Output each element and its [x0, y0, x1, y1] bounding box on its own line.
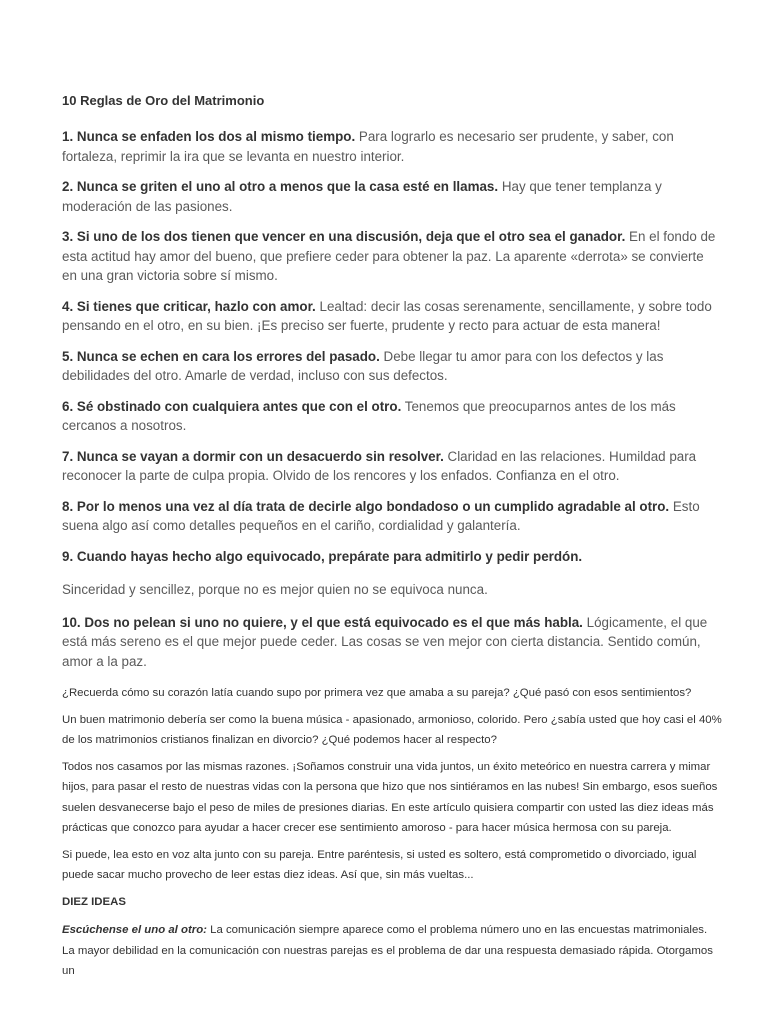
rule-1 [62, 127, 722, 166]
rule-6-text: Tenemos que preocuparnos antes de los más cercanos a nosotros. [62, 398, 676, 433]
rule-6 [62, 397, 722, 436]
rule-2-heading: 2. Nunca se griten el uno al otro a menos que la casa esté en llamas. [62, 179, 499, 194]
article-paragraph-4: Si puede, lea esto en voz alta junto con su pareja. Entre paréntesis, si usted es soltero, está comprometido o divorciado, igual puede sacar mucho provecho de leer estas diez ideas. Así que, sin más vueltas... [62, 848, 697, 881]
paragraph-5-text: La comunicación siempre aparece como el problema número uno en las encuestas matrimoniales. La mayor debilidad en la comunicación con nuestras parejas es el problema de dar una respuesta demasiado rápida. Otorgamos un [62, 924, 713, 977]
rule-5 [62, 347, 722, 386]
rule-1-number: 1 [62, 129, 70, 144]
rule-2-text: Hay que tener templanza y moderación de las pasiones. [62, 179, 662, 214]
rule-7-heading: 7. Nunca se vayan a dormir con un desacuerdo sin resolver. [62, 448, 444, 464]
rule-4 [62, 297, 722, 336]
article-paragraph-2: Un buen matrimonio debería ser como la buena música - apasionado, armonioso, colorido. Pero ¿sabía usted que hoy casi el 40% de los matrimonios cristianos finalizan en divorcio? ¿Qué podemos hacer al respecto? [62, 713, 722, 746]
rule-1-text: Para lograrlo es necesario ser prudente, y saber, con fortaleza, reprimir la ira que se levanta en nuestro interior. [62, 129, 674, 164]
rule-1-heading: . Nunca se enfaden los dos al mismo tiempo. [69, 129, 356, 144]
rule-7 [62, 447, 722, 486]
rule-7-text: Claridad en las relaciones. Humildad para reconocer la parte de culpa propia. Olvido de los rencores y los enfados. Confianza en el otro. [62, 448, 697, 483]
section-heading: DIEZ IDEAS [62, 895, 126, 908]
document-content [62, 92, 722, 988]
rule-5-text: Debe llegar tu amor para con los defectos y las debilidades del otro. Amarle de verdad, incluso con sus defectos. [62, 348, 664, 383]
rule-5-heading: 5. Nunca se echen en cara los errores del pasado. [62, 348, 380, 364]
rule-10-text: Lógicamente, el que está más sereno es el que mejor puede ceder. Las cosas se ven mejor con cierta distancia. Sentido común, amor a la paz. [62, 614, 708, 669]
rule-4-text: Lealtad: decir las cosas serenamente, sencillamente, y sobre todo pensando en el otro, en su bien. ¡Es preciso ser fuerte, prudente y recto para actuar de esta manera! [62, 298, 712, 333]
page-title: 10 Reglas de Oro del Matrimonio [62, 93, 265, 108]
article-paragraph-3: Todos nos casamos por las mismas razones. ¡Soñamos construir una vida juntos, un éxito meteórico en nuestra carrera y mimar hijos, para pasar el resto de nuestras vidas con la persona que hizo que nos sintiéramos en las nubes! Sin embargo, esos sueños suelen desvanecerse bajo el peso de miles de presiones diarias. En este artículo quisiera compartir con usted las diez ideas más prácticas que conozco para ayudar a hacer crecer ese sentimiento amoroso - para hacer música hermosa con su pareja. [62, 760, 718, 834]
rule-3-text: En el fondo de esta actitud hay amor del bueno, que prefiere ceder para obtener la paz. La aparente «derrota» se convierte en una gran victoria sobre sí mismo. [62, 229, 716, 283]
article-paragraph-5 [62, 920, 722, 982]
rule-9 [62, 547, 722, 567]
rule-8-heading: 8. Por lo menos una vez al día trata de decirle algo bondadoso o un cumplido agradable al otro. [62, 498, 670, 514]
rule-8 [62, 497, 722, 536]
rule-8-text: Esto suena algo así como detalles pequeños en el cariño, cordialidad y galantería. [62, 498, 700, 533]
article-paragraph-1: ¿Recuerda cómo su corazón latía cuando supo por primera vez que amaba a su pareja? ¿Qué pasó con esos sentimientos? [62, 687, 692, 699]
rule-3-heading: 3. Si uno de los dos tienen que vencer en una discusión, deja que el otro sea el ganador. [62, 229, 626, 244]
rule-3 [62, 227, 722, 286]
rule-10 [62, 613, 722, 672]
rule-9-followup: Sinceridad y sencillez, porque no es mejor quien no se equivoca nunca. [62, 582, 488, 597]
paragraph-5-lead: Escúchense el uno al otro: [62, 924, 207, 936]
rule-10-heading: 10. Dos no pelean si uno no quiere, y el que está equivocado es el que más habla. [62, 614, 583, 630]
rule-9-heading: 9. Cuando hayas hecho algo equivocado, prepárate para admitirlo y pedir perdón. [62, 548, 583, 564]
rule-2 [62, 177, 722, 216]
rule-4-heading: 4. Si tienes que criticar, hazlo con amor. [62, 298, 316, 314]
rule-6-heading: 6. Sé obstinado con cualquiera antes que con el otro. [62, 398, 402, 414]
